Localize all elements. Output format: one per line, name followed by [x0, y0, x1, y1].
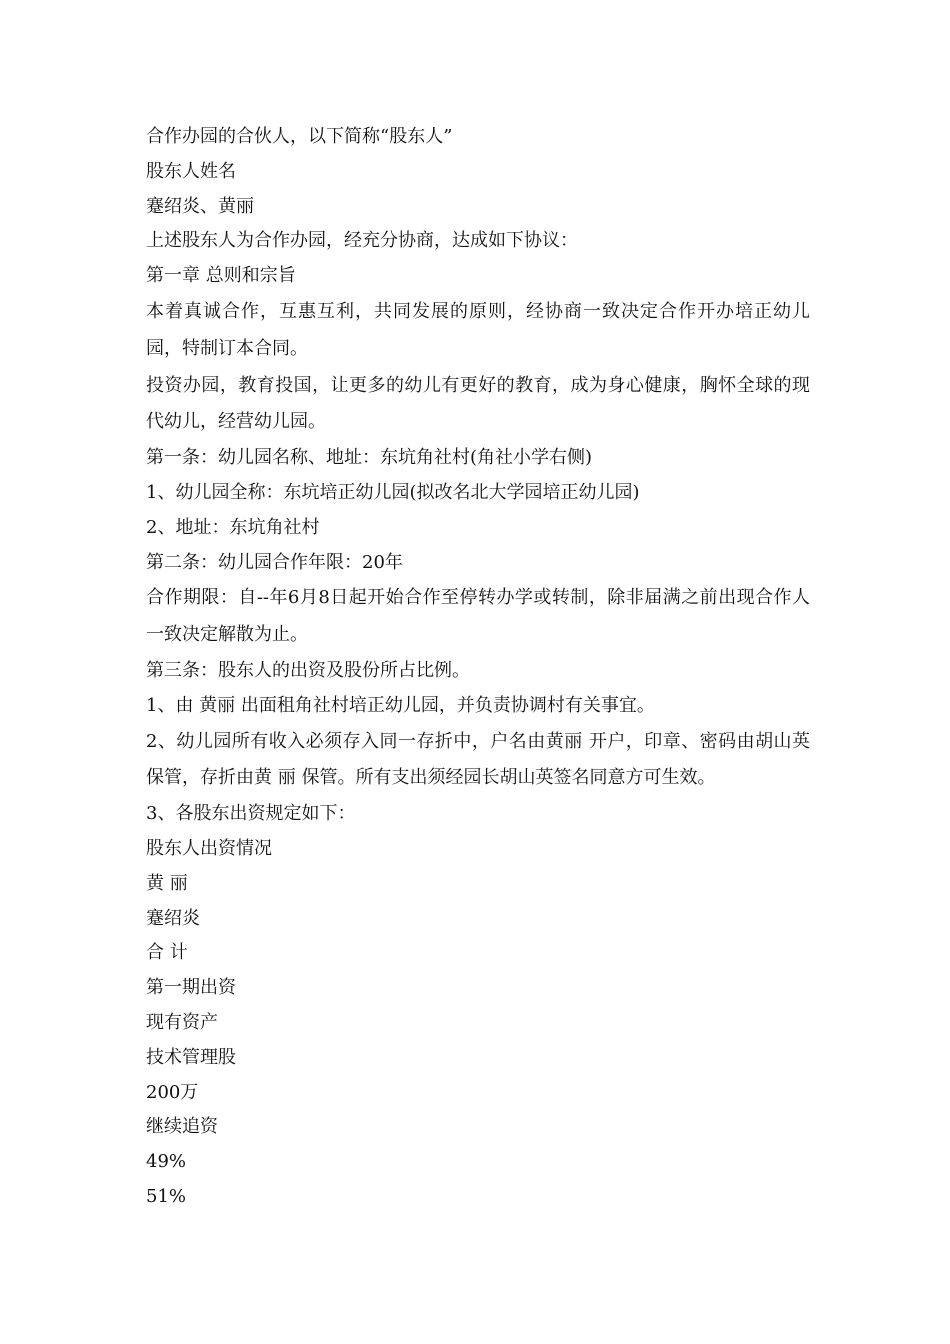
- text-line: 1、幼儿园全称：东坑培正幼儿园(拟改名北大学园培正幼儿园): [146, 481, 640, 503]
- table-cell: 蹇绍炎: [146, 907, 200, 929]
- article-heading: 第二条：幼儿园合作年限：20年: [146, 551, 403, 573]
- table-caption: 股东人出资情况: [146, 837, 272, 859]
- table-cell: 现有资产: [146, 1011, 218, 1033]
- table-cell: 200万: [146, 1081, 199, 1103]
- table-cell: 黄 丽: [146, 872, 188, 894]
- document-body: [146, 120, 810, 1215]
- article-heading: 第三条：股东人的出资及股份所占比例。: [146, 659, 470, 681]
- article-heading: 第一条：幼儿园名称、地址：东坑角社村(角社小学右侧): [146, 447, 593, 469]
- text-line: 3、各股东出资规定如下：: [146, 803, 356, 825]
- text-line: 1、由 黄丽 出面租角社村培正幼儿园，并负责协调村有关事宜。: [146, 694, 655, 716]
- paragraph: 本着真诚合作，互惠互利，共同发展的原则，经协商一致决定合作开办培正幼儿园，特制订本合同。: [146, 300, 810, 359]
- chapter-heading: 第一章 总则和宗旨: [146, 265, 296, 287]
- text-line: 上述股东人为合作办园，经充分协商，达成如下协议：: [146, 230, 578, 252]
- table-cell: 第一期出资: [146, 977, 236, 999]
- text-line: 蹇绍炎、黄丽: [146, 195, 254, 217]
- paragraph: 投资办园，教育投国，让更多的幼儿有更好的教育，成为身心健康，胸怀全球的现代幼儿，经营幼儿园。: [146, 374, 810, 433]
- paragraph: 合作期限：自--年6月8日起开始合作至停转办学或转制，除非届满之前出现合作人一致决定解散为止。: [146, 587, 810, 646]
- table-cell: 合 计: [146, 942, 188, 964]
- paragraph: 2、幼儿园所有收入必须存入同一存折中，户名由黄丽 开户，印章、密码由胡山英保管，存折由黄 丽 保管。所有支出须经园长胡山英签名同意方可生效。: [146, 730, 810, 789]
- table-cell: 技术管理股: [146, 1046, 236, 1068]
- text-line: 股东人姓名: [146, 160, 236, 182]
- table-cell: 51%: [146, 1185, 187, 1207]
- table-cell: 49%: [146, 1151, 187, 1173]
- text-line: 2、地址：东坑角社村: [146, 516, 320, 538]
- table-cell: 继续追资: [146, 1116, 218, 1138]
- text-line: 合作办园的合伙人，以下简称“股东人”: [146, 126, 453, 147]
